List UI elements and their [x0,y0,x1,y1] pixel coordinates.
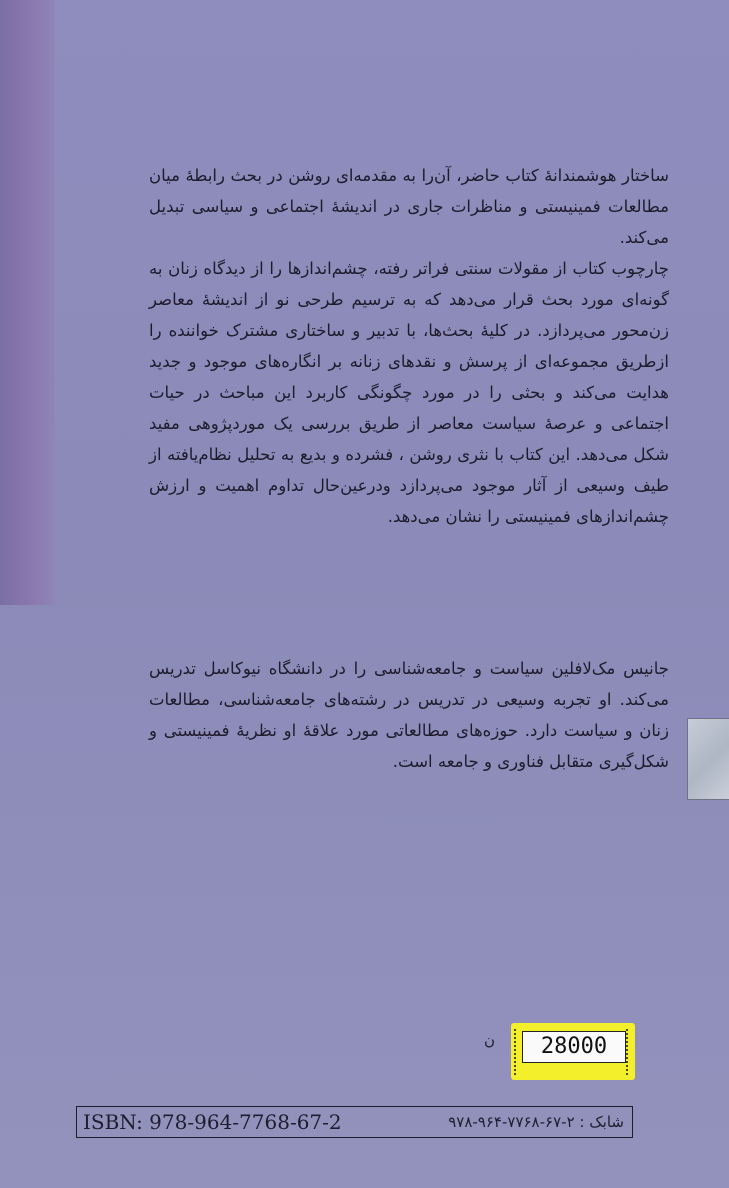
author-photo [687,718,729,800]
sticker-perforation-right [626,1029,632,1075]
spine-strip [0,0,55,605]
blurb-paragraph-2: چارچوب کتاب از مقولات سنتی فراتر رفته، چشم‌اندازها را از دیدگاه زنان به گونه‌ای مورد بحث قرار می‌دهد که به ترسیم طرحی نو از اندیشهٔ معاصر زن‌محور می‌پردازد. در کلیهٔ بحث‌ها، با تدبیر و ساختاری مشترک خواننده را ازطریق مجموعه‌ای از پرسش و نقدهای زنانه بر انگاره‌های موجود و جدید هدایت می‌کند و بحثی را در مورد چگونگی کاربرد این مباحث در حیات اجتماعی و عرصهٔ سیاست معاصر از طریق بررسی یک موردپژوهی مفید شکل می‌دهد. این کتاب با نثری روشن ، فشرده و بدیع به تحلیل نظام‌یافته از طیف وسیعی از آثار موجود می‌پردازد ودرعین‌حال تداوم اهمیت و ارزش چشم‌اندازهای فمینیستی را نشان می‌دهد. [149,259,669,526]
book-blurb [149,160,669,532]
blurb-paragraph-1: ساختار هوشمندانهٔ کتاب حاضر، آن‌را به مقدمه‌ای روشن در بحث رابطهٔ میان مطالعات فمینیستی و مناظرات جاری در اندیشهٔ اجتماعی و سیاسی تبدیل می‌کند. [149,166,669,247]
isbn-box [76,1106,633,1138]
price-value: 28000 [522,1031,626,1063]
isbn-latin: ISBN: 978-964-7768-67-2 [83,1110,342,1134]
price-sticker [511,1023,635,1080]
author-bio-text: جانیس مک‌لافلین سیاست و جامعه‌شناسی را در دانشگاه نیوکاسل تدریس می‌کند. او تجربه وسیعی در تدریس در رشته‌های جامعه‌شناسی، مطالعات زنان و سیاست دارد. حوزه‌های مطالعاتی مورد علاقهٔ او نظریهٔ فمینیستی و شکل‌گیری متقابل فناوری و جامعه است. [149,659,669,771]
barcode-fragment: ن [484,1031,496,1049]
isbn-persian: شابک : ۲-۶۷-۷۷۶۸-۹۶۴-۹۷۸ [448,1113,624,1131]
sticker-perforation-left [514,1029,520,1075]
author-bio [149,653,669,777]
